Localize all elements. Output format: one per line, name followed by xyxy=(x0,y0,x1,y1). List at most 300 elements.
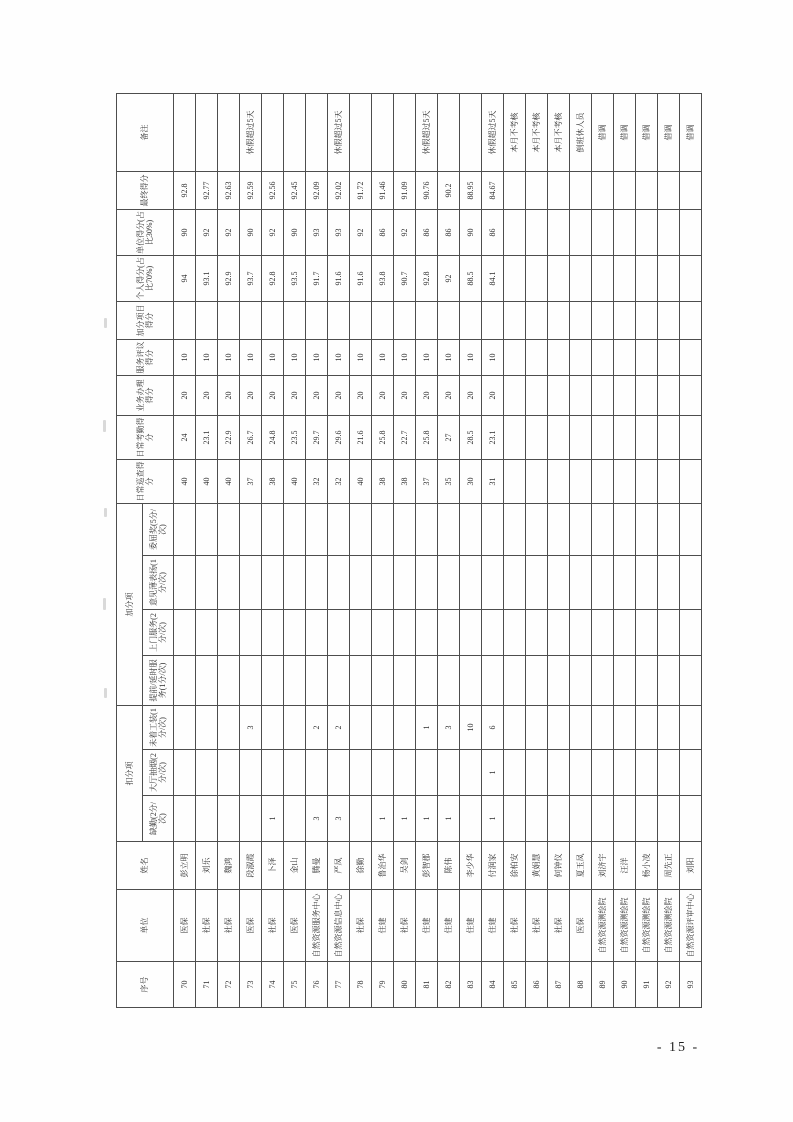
header-cell-smoke: 大厅抽烟(2分/次) xyxy=(143,750,174,796)
cell-seq: 79 xyxy=(372,962,394,1008)
cell-uniform xyxy=(614,706,636,750)
cell-uniform xyxy=(636,706,658,750)
cell-name: 鲁治华 xyxy=(372,842,394,890)
cell-smoke xyxy=(680,750,702,796)
cell-review: 10 xyxy=(460,340,482,376)
cell-personal xyxy=(504,256,526,302)
cell-smoke xyxy=(548,750,570,796)
cell-patrol: 37 xyxy=(240,460,262,504)
cell-attendance: 28.5 xyxy=(460,416,482,460)
cell-personal xyxy=(526,256,548,302)
cell-uniform: 3 xyxy=(438,706,460,750)
cell-bonus_total xyxy=(680,302,702,340)
cell-review xyxy=(548,340,570,376)
cell-review: 10 xyxy=(262,340,284,376)
cell-remark: 借调 xyxy=(680,94,702,172)
cell-grievance xyxy=(306,504,328,556)
cell-unit: 医保 xyxy=(570,890,592,962)
cell-bonus_total xyxy=(262,302,284,340)
cell-business: 20 xyxy=(372,376,394,416)
table-row xyxy=(460,94,482,1008)
cell-attendance: 25.8 xyxy=(416,416,438,460)
cell-remark xyxy=(262,94,284,172)
table-row xyxy=(394,94,416,1008)
header-cell-final: 最终得分 xyxy=(117,172,174,210)
cell-uniform: 1 xyxy=(416,706,438,750)
cell-final xyxy=(636,172,658,210)
cell-name: 严凤 xyxy=(328,842,350,890)
cell-remark xyxy=(372,94,394,172)
cell-name: 杨小凌 xyxy=(636,842,658,890)
cell-final: 92.77 xyxy=(196,172,218,210)
cell-review xyxy=(680,340,702,376)
cell-patrol: 38 xyxy=(372,460,394,504)
cell-early_late xyxy=(240,656,262,706)
cell-personal xyxy=(636,256,658,302)
cell-unit: 社保 xyxy=(262,890,284,962)
cell-bonus_total xyxy=(328,302,350,340)
cell-seq: 92 xyxy=(658,962,680,1008)
cell-seq: 73 xyxy=(240,962,262,1008)
cell-door_service xyxy=(262,610,284,656)
cell-review: 10 xyxy=(218,340,240,376)
cell-unit_score xyxy=(614,210,636,256)
cell-unit: 社保 xyxy=(548,890,570,962)
cell-patrol: 40 xyxy=(196,460,218,504)
cell-early_late xyxy=(658,656,680,706)
cell-seq: 75 xyxy=(284,962,306,1008)
cell-name: 腾曼 xyxy=(306,842,328,890)
cell-door_service xyxy=(328,610,350,656)
cell-early_late xyxy=(218,656,240,706)
cell-smoke xyxy=(284,750,306,796)
cell-final xyxy=(504,172,526,210)
cell-absent xyxy=(570,796,592,842)
cell-remark: 休假超过5天 xyxy=(416,94,438,172)
cell-door_service xyxy=(460,610,482,656)
cell-grievance xyxy=(350,504,372,556)
cell-business: 20 xyxy=(460,376,482,416)
cell-smoke xyxy=(262,750,284,796)
cell-patrol xyxy=(570,460,592,504)
cell-smoke xyxy=(614,750,636,796)
cell-remark: 借调 xyxy=(658,94,680,172)
cell-bonus_total xyxy=(526,302,548,340)
cell-early_late xyxy=(174,656,196,706)
cell-review: 10 xyxy=(240,340,262,376)
cell-unit_score: 86 xyxy=(438,210,460,256)
table-row xyxy=(636,94,658,1008)
cell-early_late xyxy=(570,656,592,706)
cell-praise xyxy=(328,556,350,610)
cell-early_late xyxy=(548,656,570,706)
table-row xyxy=(174,94,196,1008)
cell-smoke xyxy=(240,750,262,796)
cell-final: 92.02 xyxy=(328,172,350,210)
cell-unit_score xyxy=(526,210,548,256)
cell-patrol: 35 xyxy=(438,460,460,504)
cell-remark: 借调 xyxy=(614,94,636,172)
cell-praise xyxy=(284,556,306,610)
cell-personal xyxy=(658,256,680,302)
cell-unit_score: 92 xyxy=(394,210,416,256)
cell-uniform xyxy=(372,706,394,750)
cell-unit_score: 92 xyxy=(218,210,240,256)
cell-name: 付润家 xyxy=(482,842,504,890)
cell-unit_score: 92 xyxy=(196,210,218,256)
cell-absent xyxy=(240,796,262,842)
cell-uniform xyxy=(504,706,526,750)
cell-early_late xyxy=(306,656,328,706)
cell-attendance xyxy=(592,416,614,460)
cell-name: 卜泽 xyxy=(262,842,284,890)
cell-door_service xyxy=(284,610,306,656)
cell-attendance xyxy=(614,416,636,460)
cell-absent xyxy=(504,796,526,842)
cell-unit_score xyxy=(592,210,614,256)
cell-patrol xyxy=(526,460,548,504)
cell-smoke xyxy=(504,750,526,796)
cell-grievance xyxy=(592,504,614,556)
cell-seq: 76 xyxy=(306,962,328,1008)
cell-patrol xyxy=(504,460,526,504)
cell-early_late xyxy=(416,656,438,706)
cell-smoke xyxy=(438,750,460,796)
cell-absent: 1 xyxy=(416,796,438,842)
cell-attendance: 23.5 xyxy=(284,416,306,460)
cell-door_service xyxy=(438,610,460,656)
cell-patrol xyxy=(636,460,658,504)
cell-final: 92.59 xyxy=(240,172,262,210)
cell-final: 91.09 xyxy=(394,172,416,210)
cell-business xyxy=(658,376,680,416)
cell-personal: 92.8 xyxy=(262,256,284,302)
cell-absent: 3 xyxy=(328,796,350,842)
cell-bonus_total xyxy=(460,302,482,340)
cell-bonus_total xyxy=(372,302,394,340)
table-row xyxy=(262,94,284,1008)
cell-uniform: 3 xyxy=(240,706,262,750)
cell-unit_score: 93 xyxy=(328,210,350,256)
cell-grievance xyxy=(526,504,548,556)
header-group-bonus: 加分项 xyxy=(117,504,143,706)
cell-final xyxy=(548,172,570,210)
cell-absent xyxy=(658,796,680,842)
cell-unit_score xyxy=(636,210,658,256)
cell-uniform xyxy=(570,706,592,750)
cell-patrol: 31 xyxy=(482,460,504,504)
cell-absent xyxy=(218,796,240,842)
cell-personal: 88.5 xyxy=(460,256,482,302)
cell-grievance xyxy=(328,504,350,556)
cell-name: 吴剑 xyxy=(394,842,416,890)
cell-smoke xyxy=(570,750,592,796)
cell-final: 91.46 xyxy=(372,172,394,210)
cell-patrol: 40 xyxy=(284,460,306,504)
cell-name: 夏玉凤 xyxy=(570,842,592,890)
cell-remark: 休假超过5天 xyxy=(482,94,504,172)
cell-absent: 1 xyxy=(438,796,460,842)
cell-patrol xyxy=(548,460,570,504)
cell-review xyxy=(504,340,526,376)
cell-attendance: 27 xyxy=(438,416,460,460)
cell-review xyxy=(636,340,658,376)
cell-door_service xyxy=(174,610,196,656)
cell-praise xyxy=(262,556,284,610)
cell-business xyxy=(680,376,702,416)
cell-seq: 74 xyxy=(262,962,284,1008)
cell-unit_score: 86 xyxy=(372,210,394,256)
cell-grievance xyxy=(218,504,240,556)
cell-seq: 82 xyxy=(438,962,460,1008)
cell-patrol: 37 xyxy=(416,460,438,504)
cell-early_late xyxy=(350,656,372,706)
header-cell-praise: 意见薄表扬(1分/次) xyxy=(143,556,174,610)
cell-unit_score: 86 xyxy=(482,210,504,256)
cell-grievance xyxy=(438,504,460,556)
cell-unit: 自然资源测绘院 xyxy=(636,890,658,962)
cell-door_service xyxy=(306,610,328,656)
header-cell-patrol: 日常巡查得分 xyxy=(117,460,174,504)
cell-review xyxy=(526,340,548,376)
cell-remark xyxy=(438,94,460,172)
cell-bonus_total xyxy=(548,302,570,340)
cell-uniform: 10 xyxy=(460,706,482,750)
header-group-deduction: 扣分项 xyxy=(117,706,143,842)
cell-smoke xyxy=(460,750,482,796)
cell-unit: 自然资源信息中心 xyxy=(328,890,350,962)
cell-unit_score: 86 xyxy=(416,210,438,256)
cell-smoke xyxy=(174,750,196,796)
cell-attendance: 21.6 xyxy=(350,416,372,460)
cell-attendance xyxy=(636,416,658,460)
cell-unit_score: 90 xyxy=(240,210,262,256)
header-cell-grievance: 委屈奖(5分/次) xyxy=(143,504,174,556)
cell-review: 10 xyxy=(438,340,460,376)
cell-patrol xyxy=(680,460,702,504)
cell-praise xyxy=(196,556,218,610)
cell-grievance xyxy=(482,504,504,556)
cell-name: 金山 xyxy=(284,842,306,890)
cell-smoke xyxy=(526,750,548,796)
cell-unit: 自然资源服务中心 xyxy=(306,890,328,962)
cell-bonus_total xyxy=(240,302,262,340)
cell-business: 20 xyxy=(350,376,372,416)
cell-unit: 社保 xyxy=(196,890,218,962)
cell-grievance xyxy=(372,504,394,556)
scan-artifact xyxy=(104,508,107,517)
cell-remark xyxy=(394,94,416,172)
cell-absent xyxy=(460,796,482,842)
cell-absent xyxy=(680,796,702,842)
cell-uniform xyxy=(174,706,196,750)
cell-door_service xyxy=(394,610,416,656)
cell-absent xyxy=(174,796,196,842)
cell-seq: 87 xyxy=(548,962,570,1008)
cell-review: 10 xyxy=(394,340,416,376)
cell-bonus_total xyxy=(658,302,680,340)
cell-review xyxy=(570,340,592,376)
cell-grievance xyxy=(636,504,658,556)
cell-business xyxy=(548,376,570,416)
cell-praise xyxy=(372,556,394,610)
cell-name: 周先正 xyxy=(658,842,680,890)
cell-praise xyxy=(548,556,570,610)
cell-early_late xyxy=(526,656,548,706)
cell-final xyxy=(526,172,548,210)
cell-seq: 86 xyxy=(526,962,548,1008)
cell-personal xyxy=(548,256,570,302)
cell-personal: 92 xyxy=(438,256,460,302)
cell-remark: 本月不考核 xyxy=(548,94,570,172)
cell-early_late xyxy=(262,656,284,706)
cell-remark: 本月不考核 xyxy=(526,94,548,172)
cell-business: 20 xyxy=(328,376,350,416)
cell-business xyxy=(570,376,592,416)
cell-patrol: 38 xyxy=(262,460,284,504)
cell-early_late xyxy=(328,656,350,706)
header-cell-attendance: 日常考勤得分 xyxy=(117,416,174,460)
cell-seq: 91 xyxy=(636,962,658,1008)
cell-unit: 自然资源测绘院 xyxy=(592,890,614,962)
cell-unit: 社保 xyxy=(394,890,416,962)
cell-business: 20 xyxy=(240,376,262,416)
cell-uniform xyxy=(526,706,548,750)
cell-business: 20 xyxy=(438,376,460,416)
scan-artifact xyxy=(104,688,107,698)
cell-final xyxy=(592,172,614,210)
cell-bonus_total xyxy=(570,302,592,340)
cell-grievance xyxy=(262,504,284,556)
cell-praise xyxy=(240,556,262,610)
cell-remark: 本月不考核 xyxy=(504,94,526,172)
cell-door_service xyxy=(526,610,548,656)
cell-attendance: 24.8 xyxy=(262,416,284,460)
header-cell-bonus_total: 加分项目得分 xyxy=(117,302,174,340)
cell-unit: 医保 xyxy=(284,890,306,962)
cell-grievance xyxy=(548,504,570,556)
cell-absent xyxy=(548,796,570,842)
cell-door_service xyxy=(240,610,262,656)
cell-personal xyxy=(592,256,614,302)
cell-name: 李少华 xyxy=(460,842,482,890)
cell-seq: 77 xyxy=(328,962,350,1008)
table-row xyxy=(240,94,262,1008)
cell-attendance: 23.1 xyxy=(196,416,218,460)
cell-early_late xyxy=(372,656,394,706)
cell-grievance xyxy=(174,504,196,556)
cell-bonus_total xyxy=(504,302,526,340)
cell-early_late xyxy=(636,656,658,706)
cell-business xyxy=(614,376,636,416)
cell-unit_score: 92 xyxy=(350,210,372,256)
cell-unit: 医保 xyxy=(174,890,196,962)
cell-final: 90.2 xyxy=(438,172,460,210)
cell-absent xyxy=(526,796,548,842)
page-number: - 15 - xyxy=(656,1040,700,1055)
cell-uniform xyxy=(680,706,702,750)
table-row xyxy=(372,94,394,1008)
cell-praise xyxy=(636,556,658,610)
table-row xyxy=(482,94,504,1008)
cell-unit_score: 93 xyxy=(306,210,328,256)
cell-grievance xyxy=(658,504,680,556)
cell-early_late xyxy=(394,656,416,706)
table-header xyxy=(117,94,174,1008)
cell-grievance xyxy=(504,504,526,556)
cell-unit_score xyxy=(504,210,526,256)
cell-name: 刘济宇 xyxy=(592,842,614,890)
cell-business xyxy=(526,376,548,416)
cell-attendance: 26.7 xyxy=(240,416,262,460)
cell-bonus_total xyxy=(284,302,306,340)
assessment-table xyxy=(116,93,702,1008)
cell-final xyxy=(680,172,702,210)
cell-seq: 70 xyxy=(174,962,196,1008)
cell-patrol xyxy=(614,460,636,504)
table-row xyxy=(658,94,680,1008)
cell-attendance xyxy=(570,416,592,460)
cell-praise xyxy=(482,556,504,610)
cell-personal: 93.1 xyxy=(196,256,218,302)
rotated-table-container xyxy=(116,94,702,1008)
cell-personal xyxy=(570,256,592,302)
cell-uniform xyxy=(196,706,218,750)
cell-final: 88.95 xyxy=(460,172,482,210)
cell-review: 10 xyxy=(416,340,438,376)
cell-unit_score: 90 xyxy=(460,210,482,256)
header-cell-remark: 备注 xyxy=(117,94,174,172)
header-cell-door_service: 上门服务(2分/次) xyxy=(143,610,174,656)
table-row xyxy=(328,94,350,1008)
cell-remark xyxy=(284,94,306,172)
cell-unit: 社保 xyxy=(526,890,548,962)
cell-personal: 92.8 xyxy=(416,256,438,302)
cell-absent: 3 xyxy=(306,796,328,842)
table-row xyxy=(526,94,548,1008)
cell-praise xyxy=(350,556,372,610)
cell-uniform xyxy=(284,706,306,750)
cell-praise xyxy=(592,556,614,610)
cell-smoke xyxy=(658,750,680,796)
table-body xyxy=(174,94,702,1008)
cell-door_service xyxy=(482,610,504,656)
cell-attendance: 22.9 xyxy=(218,416,240,460)
cell-final: 91.72 xyxy=(350,172,372,210)
cell-final: 84.67 xyxy=(482,172,504,210)
cell-door_service xyxy=(680,610,702,656)
cell-early_late xyxy=(196,656,218,706)
cell-unit_score xyxy=(680,210,702,256)
cell-review: 10 xyxy=(196,340,218,376)
table-row xyxy=(416,94,438,1008)
cell-uniform xyxy=(262,706,284,750)
cell-name: 段淑霞 xyxy=(240,842,262,890)
cell-unit_score xyxy=(658,210,680,256)
cell-praise xyxy=(658,556,680,610)
cell-smoke xyxy=(394,750,416,796)
cell-unit_score xyxy=(548,210,570,256)
cell-absent xyxy=(614,796,636,842)
cell-bonus_total xyxy=(636,302,658,340)
cell-remark xyxy=(196,94,218,172)
cell-personal: 94 xyxy=(174,256,196,302)
table-row xyxy=(438,94,460,1008)
cell-unit: 社保 xyxy=(218,890,240,962)
cell-smoke xyxy=(306,750,328,796)
cell-name: 徐勤 xyxy=(350,842,372,890)
cell-name: 刘乐 xyxy=(196,842,218,890)
